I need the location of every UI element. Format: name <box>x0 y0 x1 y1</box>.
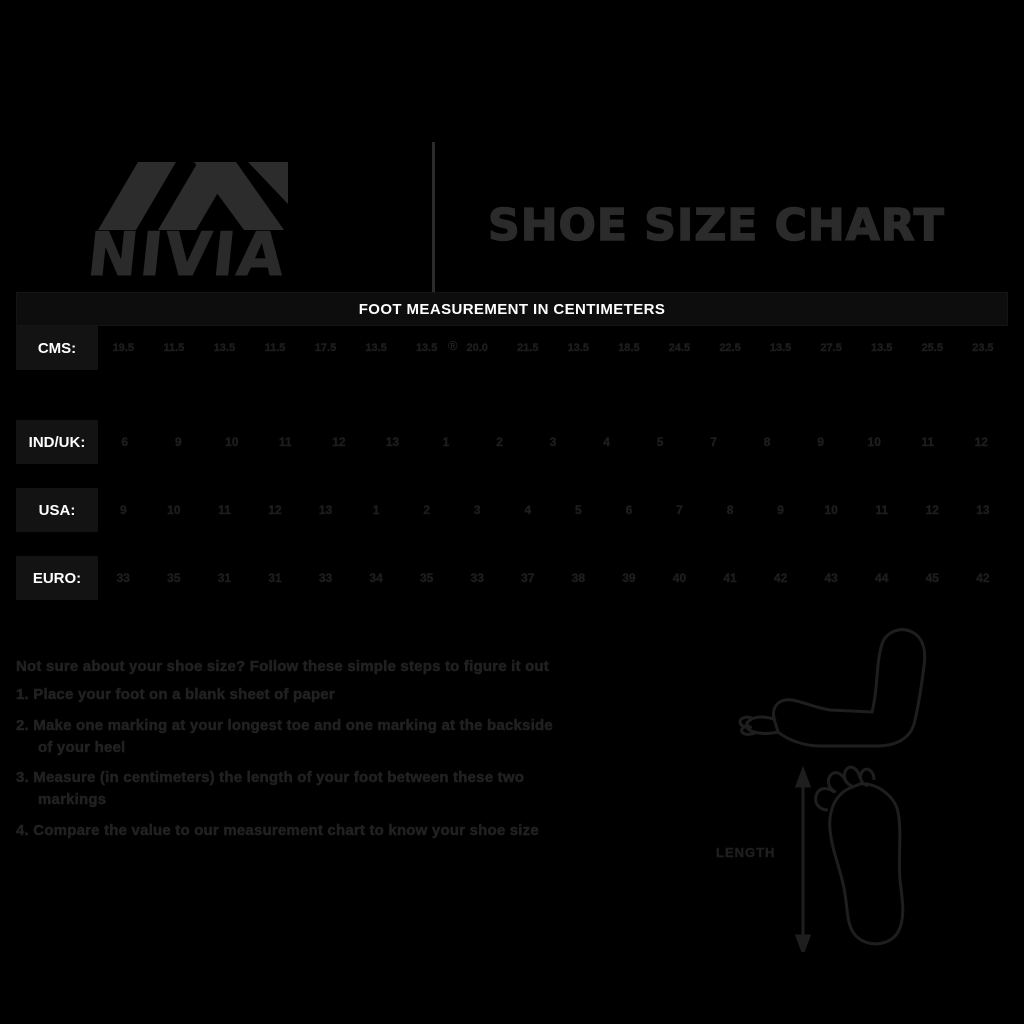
table-cell: 42 <box>773 571 788 585</box>
table-cell: 22.5 <box>719 342 741 354</box>
table-row <box>16 556 1008 600</box>
step-text: Place your foot on a blank sheet of paper <box>28 686 335 703</box>
step-text-continued: of your heel <box>38 738 126 756</box>
table-cell: 13.5 <box>871 342 893 354</box>
foot-sole-outline-icon <box>816 767 903 944</box>
row-label-euro: EURO: <box>16 556 98 600</box>
table-cell: 3 <box>473 503 481 517</box>
table-banner <box>16 292 1008 326</box>
table-cell: 1 <box>372 503 380 517</box>
row-cells-euro <box>98 556 1008 600</box>
table-cell: 6 <box>625 503 633 517</box>
table-cell: 34 <box>369 571 383 585</box>
table-cell: 37 <box>521 571 535 585</box>
table-cell: 12 <box>332 435 346 449</box>
table-cell: 42 <box>976 571 990 585</box>
table-cell: 41 <box>723 571 737 585</box>
table-cell: 7 <box>710 435 717 449</box>
row-cells-ind-uk <box>98 420 1008 464</box>
length-arrow-icon <box>797 770 809 952</box>
table-cell: 13 <box>318 503 333 517</box>
table-cell: 12 <box>925 503 939 517</box>
step-text: Compare the value to our measurement chart to know your shoe size <box>28 821 539 839</box>
table-cell: 17.5 <box>314 342 337 354</box>
foot-diagram <box>700 612 1000 952</box>
table-cell: 11 <box>921 435 935 449</box>
table-cell: 38 <box>571 571 586 585</box>
step-text: Make one marking at your longest toe and one marking at the backside <box>28 716 553 734</box>
table-cell: 13.5 <box>567 342 590 354</box>
table-cell: 5 <box>656 435 664 449</box>
instruction-step <box>16 767 696 811</box>
table-cell: 27.5 <box>820 342 842 354</box>
table-cell: 13 <box>976 503 990 517</box>
table-cell: 21.5 <box>517 342 539 354</box>
table-cell: 2 <box>496 435 503 449</box>
page-title: SHOE SIZE CHART <box>488 200 945 251</box>
table-cell: 24.5 <box>668 342 691 354</box>
spacer <box>16 464 1008 488</box>
table-cell: 11.5 <box>264 342 286 354</box>
registered-mark: ® <box>448 338 458 353</box>
row-label-cms: CMS: <box>16 326 98 370</box>
table-cell: 8 <box>726 503 734 517</box>
table-cell: 45 <box>925 571 939 585</box>
table-cell: 33 <box>116 571 130 585</box>
instruction-step <box>16 820 696 842</box>
step-number: 1. <box>16 686 29 703</box>
row-label-ind-uk: IND/UK: <box>16 420 98 464</box>
table-cell: 9 <box>817 435 825 449</box>
table-cell: 40 <box>672 571 687 585</box>
table-cell: 31 <box>268 571 282 585</box>
instructions-intro: Not sure about your shoe size? Follow these simple steps to figure it out <box>16 658 549 675</box>
table-cell: 33 <box>470 571 484 585</box>
table-cell: 4 <box>524 503 532 517</box>
table-cell: 13 <box>385 435 400 449</box>
table-cell: 10 <box>867 435 881 449</box>
row-cells-cms <box>98 326 1008 370</box>
row-label-usa: USA: <box>16 488 98 532</box>
length-label: LENGTH <box>716 845 776 860</box>
table-row <box>16 488 1008 532</box>
table-cell: 13.5 <box>769 342 792 354</box>
instructions <box>16 658 696 851</box>
table-cell: 7 <box>676 503 683 517</box>
table-cell: 11 <box>279 435 292 449</box>
table-cell: 33 <box>318 571 333 585</box>
table-cell: 10 <box>167 503 181 517</box>
table-cell: 10 <box>824 503 838 517</box>
table-cell: 18.5 <box>618 342 640 354</box>
table-cell: 13.5 <box>213 342 236 354</box>
table-cell: 11 <box>218 503 231 517</box>
table-cell: 44 <box>875 571 889 585</box>
table-cell: 10 <box>225 435 239 449</box>
table-banner-label: FOOT MEASUREMENT IN CENTIMETERS <box>358 300 666 318</box>
table-cell: 35 <box>419 571 434 585</box>
step-number: 3. <box>16 769 29 787</box>
table-cell: 19.5 <box>112 342 134 354</box>
spacer <box>16 370 1008 420</box>
table-cell: 31 <box>217 571 232 585</box>
table-cell: 12 <box>974 435 988 449</box>
step-text: Measure (in centimeters) the length of your foot between these two <box>28 769 525 787</box>
table-cell: 43 <box>824 571 838 585</box>
table-cell: 20.0 <box>466 342 488 354</box>
table-cell: 23.5 <box>972 342 994 354</box>
table-cell: 6 <box>121 435 129 449</box>
table-cell: 9 <box>119 503 127 517</box>
table-cell: 12 <box>268 503 282 517</box>
table-row <box>16 420 1008 464</box>
table-cell: 39 <box>622 571 636 585</box>
step-number: 4. <box>16 821 29 839</box>
instruction-step <box>16 684 696 706</box>
brand-name: NIVIA <box>84 220 290 290</box>
table-cell: 13.5 <box>365 342 387 354</box>
table-cell: 13.5 <box>415 342 438 354</box>
table-cell: 11.5 <box>163 342 185 354</box>
table-cell: 8 <box>763 435 771 449</box>
size-table <box>16 292 1008 600</box>
instruction-step <box>16 715 696 759</box>
table-cell: 2 <box>423 503 430 517</box>
step-number: 2. <box>16 716 29 734</box>
row-cells-usa <box>98 488 1008 532</box>
table-cell: 3 <box>549 435 557 449</box>
step-text-continued: markings <box>38 791 107 808</box>
table-cell: 11 <box>875 503 889 517</box>
instructions-steps <box>16 684 696 842</box>
table-cell: 25.5 <box>921 342 943 354</box>
spacer <box>16 532 1008 556</box>
header-divider <box>432 142 435 312</box>
table-cell: 35 <box>167 571 181 585</box>
foot-side-outline-icon <box>740 630 925 746</box>
table-row <box>16 326 1008 370</box>
table-cell: 1 <box>442 435 450 449</box>
table-cell: 9 <box>777 503 784 517</box>
table-cell: 5 <box>575 503 582 517</box>
table-cell: 9 <box>174 435 182 449</box>
table-cell: 4 <box>603 435 610 449</box>
